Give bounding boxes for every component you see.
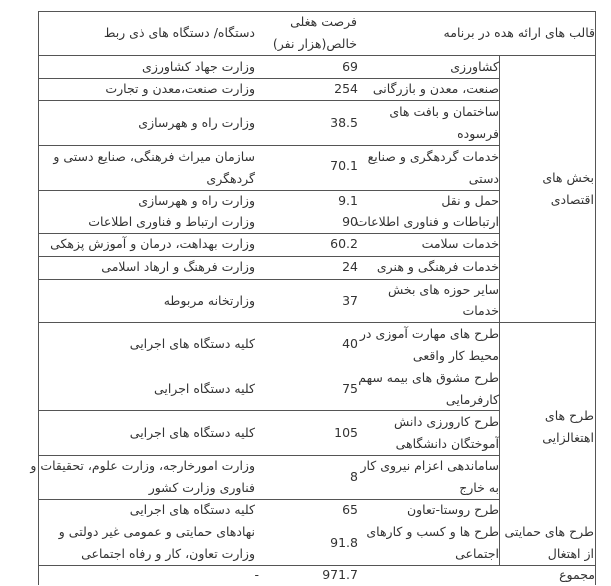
row-program: طرح کارورزی دانش bbox=[393, 414, 499, 429]
row-program: به خارج bbox=[459, 480, 499, 495]
row-agency: وزارت ارتباط و فناوری اطلاعات bbox=[88, 214, 255, 229]
row-value: 40 bbox=[342, 336, 358, 351]
row-program: خدمات فرهنگی و هنری bbox=[376, 259, 499, 274]
header-agencies: دستگاه/ دستگاه های ذی ربط bbox=[103, 25, 255, 40]
row-value: 91.8 bbox=[330, 535, 358, 550]
row-value: 70.1 bbox=[330, 158, 358, 173]
row-program: محیط کار واقعی bbox=[412, 348, 499, 363]
row-program: آموختگان دانشگاهی bbox=[395, 436, 499, 451]
row-agency: وزارت راه و ههرسازی bbox=[138, 193, 255, 208]
row-program: سایر حوزه های بخش bbox=[387, 282, 499, 297]
row-agency: فناوری وزارت کشور bbox=[148, 480, 255, 495]
total-label: مجموع bbox=[559, 567, 595, 582]
row-agency: نهادهای حمایتی و عمومی غیر دولتی و bbox=[58, 524, 255, 539]
row-value: 38.5 bbox=[330, 115, 358, 130]
row-agency: وزارت تعاون، کار و رفاه اجتماعی bbox=[81, 546, 255, 561]
row-agency: وزارت راه و ههرسازی bbox=[138, 115, 255, 130]
row-value: 65 bbox=[342, 502, 358, 517]
row-program: ارتباطات و فناوری اطلاعات bbox=[355, 214, 499, 229]
row-agency: کلیه دستگاه اجرایی bbox=[153, 381, 255, 396]
row-program: حمل و نقل bbox=[441, 193, 499, 208]
row-value: 254 bbox=[334, 81, 358, 96]
row-divider bbox=[38, 190, 499, 191]
row-agency: وزارتخانه مربوطه bbox=[163, 293, 255, 308]
row-program: کشاورزی bbox=[450, 59, 499, 74]
row-agency: کلیه دستگاه های اجرایی bbox=[129, 502, 255, 517]
row-value: 37 bbox=[342, 293, 358, 308]
row-value: 75 bbox=[342, 381, 358, 396]
row-agency: وزارت بهداهت، درمان و آموزش پزهکی bbox=[50, 236, 255, 251]
group-economic-bottom bbox=[38, 322, 596, 323]
row-program: صنعت، معدن و بازرگانی bbox=[372, 81, 499, 96]
row-value: 24 bbox=[342, 259, 358, 274]
row-program: خدمات bbox=[462, 303, 499, 318]
row-value: 69 bbox=[342, 59, 358, 74]
row-value: 105 bbox=[334, 425, 358, 440]
row-agency: وزارت صنعت،معدن و تجارت bbox=[105, 81, 255, 96]
header-net-jobs-line1: فرصت هغلی bbox=[290, 14, 357, 29]
group-support-line1: طرح های حمایتی bbox=[504, 524, 594, 539]
row-program: دستی bbox=[468, 171, 499, 186]
row-agency: وزارت جهاد کشاورزی bbox=[142, 59, 255, 74]
header-program-formats: قالب های ارائه هده در برنامه bbox=[443, 25, 595, 40]
row-agency: وزارت فرهنگ و ارهاد اسلامی bbox=[101, 259, 255, 274]
table-right-border bbox=[595, 11, 596, 585]
group-economic-line1: بخش های bbox=[542, 170, 594, 185]
row-agency: گردهگری bbox=[206, 171, 255, 186]
row-program: طرح مشوق های بیمه سهم bbox=[358, 370, 499, 385]
group-jobcreation-line2: اهتغالزایی bbox=[542, 430, 594, 445]
group-economic-line2: اقتصادی bbox=[550, 192, 594, 207]
total-value: 971.7 bbox=[322, 567, 358, 582]
row-value: 8 bbox=[350, 469, 358, 484]
row-agency: کلیه دستگاه های اجرایی bbox=[129, 425, 255, 440]
row-program: ساختمان و بافت های bbox=[389, 104, 499, 119]
group-jobcreation-line1: طرح های bbox=[544, 408, 594, 423]
row-program: خدمات گردهگری و صنایع bbox=[367, 149, 499, 164]
row-program: کارفرمایی bbox=[445, 392, 499, 407]
row-value: 90 bbox=[342, 214, 358, 229]
row-agency: کلیه دستگاه های اجرایی bbox=[129, 336, 255, 351]
row-program: طرح های مهارت آموزی در bbox=[359, 326, 499, 341]
group-divider bbox=[499, 55, 500, 565]
row-program: خدمات سلامت bbox=[421, 236, 499, 251]
row-value: 60.2 bbox=[330, 236, 358, 251]
row-agency: وزارت امورخارجه، وزارت علوم، تحقیقات و bbox=[30, 458, 255, 473]
row-program: طرح روستا-تعاون bbox=[406, 502, 499, 517]
row-agency: سازمان میراث فرهنگی، صنایع دستی و bbox=[53, 149, 255, 164]
row-program: ساماندهی اعزام نیروی کار bbox=[360, 458, 499, 473]
row-value: 9.1 bbox=[338, 193, 358, 208]
row-program: طرح ها و کسب و کارهای bbox=[366, 524, 499, 539]
row-program: اجتماعی bbox=[455, 546, 499, 561]
group-support-line2: از اهتغال bbox=[547, 546, 594, 561]
total-agency: - bbox=[254, 567, 259, 582]
header-net-jobs-line2: خالص(هزار نفر) bbox=[272, 36, 357, 51]
row-program: فرسوده bbox=[457, 126, 499, 141]
